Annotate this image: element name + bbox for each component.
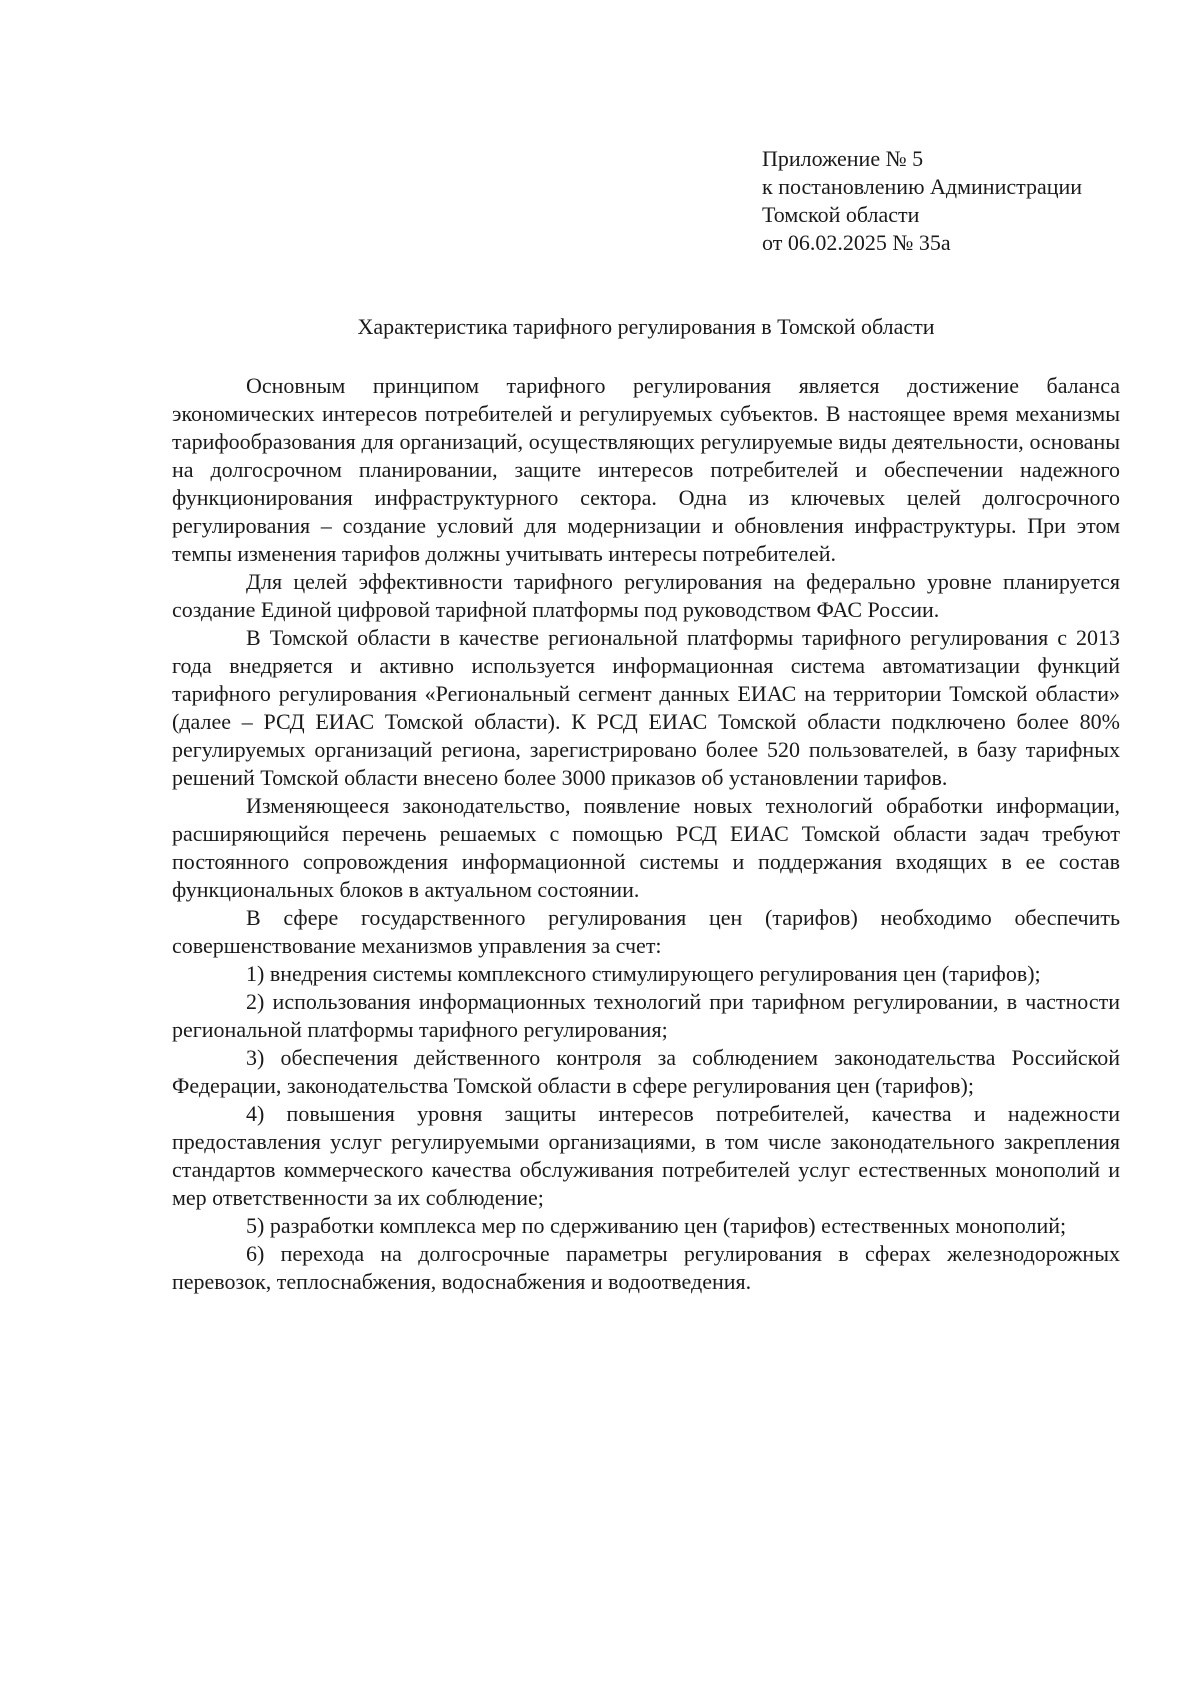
appendix-number: Приложение № 5 (762, 146, 924, 171)
list-item-2: 2) использования информационных технологий при тарифном регулировании, в частности региональной платформы тарифного регулирования; (172, 989, 1120, 1042)
list-item-3: 3) обеспечения действенного контроля за соблюдением законодательства Российской Федерации, законодательства Томской области в сфере регулирования цен (тарифов); (172, 1045, 1120, 1098)
document-body (172, 372, 1120, 1296)
appendix-resolution-ref: к постановлению Администрации (762, 174, 1083, 199)
list-item-1: 1) внедрения системы комплексного стимулирующего регулирования цен (тарифов); (246, 961, 1041, 986)
list-item-6: 6) перехода на долгосрочные параметры регулирования в сферах железнодорожных перевозок, теплоснабжения, водоснабжения и водоотведения. (172, 1241, 1120, 1294)
appendix-region: Томской области (762, 202, 920, 227)
paragraph-legislation-changes: Изменяющееся законодательство, появление новых технологий обработки информации, расширяющийся перечень решаемых с помощью РСД ЕИАС Томской области задач требуют постоянного сопровождения информационной системы и поддержания входящих в ее состав функциональных блоков в актуальном состоянии. (172, 793, 1120, 902)
paragraph-improvement-intro: В сфере государственного регулирования цен (тарифов) необходимо обеспечить совершенствование механизмов управления за счет: (172, 905, 1120, 958)
document-title: Характеристика тарифного регулирования в Томской области (357, 314, 935, 339)
list-item-5: 5) разработки комплекса мер по сдерживанию цен (тарифов) естественных монополий; (246, 1213, 1067, 1238)
paragraph-intro: Основным принципом тарифного регулирования является достижение баланса экономических интересов потребителей и регулируемых субъектов. В настоящее время механизмы тарифообразования для организаций, осуществляющих регулируемые виды деятельности, основаны на долгосрочном планировании, защите интересов потребителей и обеспечении надежного функционирования инфраструктурного сектора. Одна из ключевых целей долгосрочного регулирования – создание условий для модернизации и обновления инфраструктуры. При этом темпы изменения тарифов должны учитывать интересы потребителей. (172, 373, 1120, 566)
list-item-4: 4) повышения уровня защиты интересов потребителей, качества и надежности предоставления услуг регулируемыми организациями, в том числе законодательного закрепления стандартов коммерческого качества обслуживания потребителей услуг естественных монополий и мер ответственности за их соблюдение; (172, 1101, 1120, 1210)
appendix-date-number: от 06.02.2025 № 35а (762, 230, 951, 255)
appendix-header (762, 145, 1142, 257)
paragraph-regional-platform: В Томской области в качестве региональной платформы тарифного регулирования с 2013 года внедряется и активно используется информационная система автоматизации функций тарифного регулирования «Региональный сегмент данных ЕИАС на территории Томской области» (далее – РСД ЕИАС Томской области). К РСД ЕИАС Томской области подключено более 80% регулируемых организаций региона, зарегистрировано более 520 пользователей, в базу тарифных решений Томской области внесено более 3000 приказов об установлении тарифов. (172, 625, 1120, 790)
paragraph-federal-platform: Для целей эффективности тарифного регулирования на федерально уровне планируется создание Единой цифровой тарифной платформы под руководством ФАС России. (172, 569, 1120, 622)
